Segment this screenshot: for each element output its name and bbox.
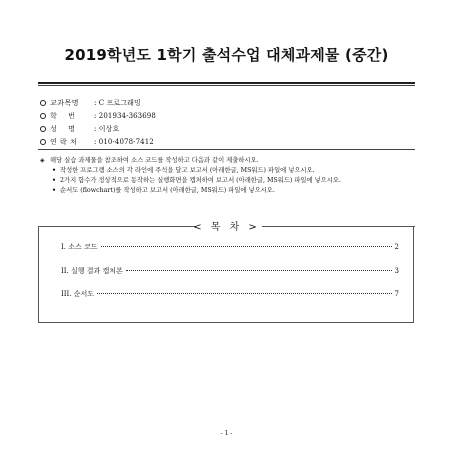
toc-leader [101, 246, 392, 247]
info-key: 성 명 [50, 124, 76, 133]
circle-bullet-icon [40, 100, 46, 106]
toc-entry-label: I. 소스 코드 [61, 243, 98, 251]
toc-leader [97, 293, 391, 294]
instruction-main [40, 156, 420, 166]
toc-leader [126, 270, 392, 271]
toc-entry-flowchart[interactable] [61, 289, 399, 299]
instruction-main-text: 해당 실습 과제물을 참조하여 소스 코드를 작성하고 다음과 같이 제출하시오. [50, 157, 259, 164]
instruction-item [40, 166, 420, 176]
toc-entry-page: 2 [394, 243, 399, 251]
dot-bullet-icon: • [52, 187, 57, 194]
instruction-item-text: 2가지 함수가 정상적으로 동작하는 실행화면을 캡처하여 보고서 (아래한글, MS워드) 파일에 넣으시오. [60, 177, 341, 184]
instruction-item [40, 176, 420, 186]
document-title: 2019학년도 1학기 출석수업 대체과제물 (중간) [64, 46, 389, 64]
dot-bullet-icon: • [52, 167, 57, 174]
info-value: : C 프로그래밍 [94, 98, 141, 107]
table-of-contents [38, 226, 414, 323]
toc-entry-page: 3 [394, 267, 399, 275]
instructions [40, 156, 420, 196]
toc-entry-results[interactable] [61, 266, 399, 276]
info-value: : 010-4078-7412 [94, 137, 154, 146]
info-key: 연 락 처 [50, 137, 78, 146]
instruction-item-text: 작성한 프로그램 소스의 각 라인에 주석을 달고 보고서 (아래한글, MS워드) 파일에 넣으시오. [60, 167, 315, 174]
info-row-contact [40, 135, 420, 148]
circle-bullet-icon [40, 113, 46, 119]
toc-entry-label: II. 실행 결과 캡처본 [61, 267, 123, 275]
circle-bullet-icon [40, 139, 46, 145]
toc-entry-source-code[interactable] [61, 242, 399, 252]
diamond-bullet-icon: ◈ [40, 157, 45, 164]
section-divider [38, 149, 415, 150]
title-rule-thick [38, 82, 415, 84]
dot-bullet-icon: • [52, 177, 57, 184]
info-row-student-id [40, 109, 420, 122]
info-key: 교과목명 [50, 98, 80, 107]
info-value: : 201934-363698 [94, 111, 156, 120]
toc-entry-page: 7 [394, 290, 399, 298]
instruction-item-text: 순서도 (flowchart)를 작성하고 보고서 (아래한글, MS워드) 파일에 넣으시오. [60, 187, 275, 194]
toc-heading: < 목 차 > [193, 222, 260, 233]
instruction-item [40, 186, 420, 196]
circle-bullet-icon [40, 126, 46, 132]
student-info [40, 96, 420, 148]
info-row-course [40, 96, 420, 109]
toc-entry-label: III. 순서도 [61, 290, 95, 298]
info-key: 학 번 [50, 111, 76, 120]
info-value: : 이상호 [94, 124, 120, 133]
info-row-name [40, 122, 420, 135]
title-rule-thin [38, 85, 415, 86]
page-number: - 1 - [220, 430, 233, 437]
